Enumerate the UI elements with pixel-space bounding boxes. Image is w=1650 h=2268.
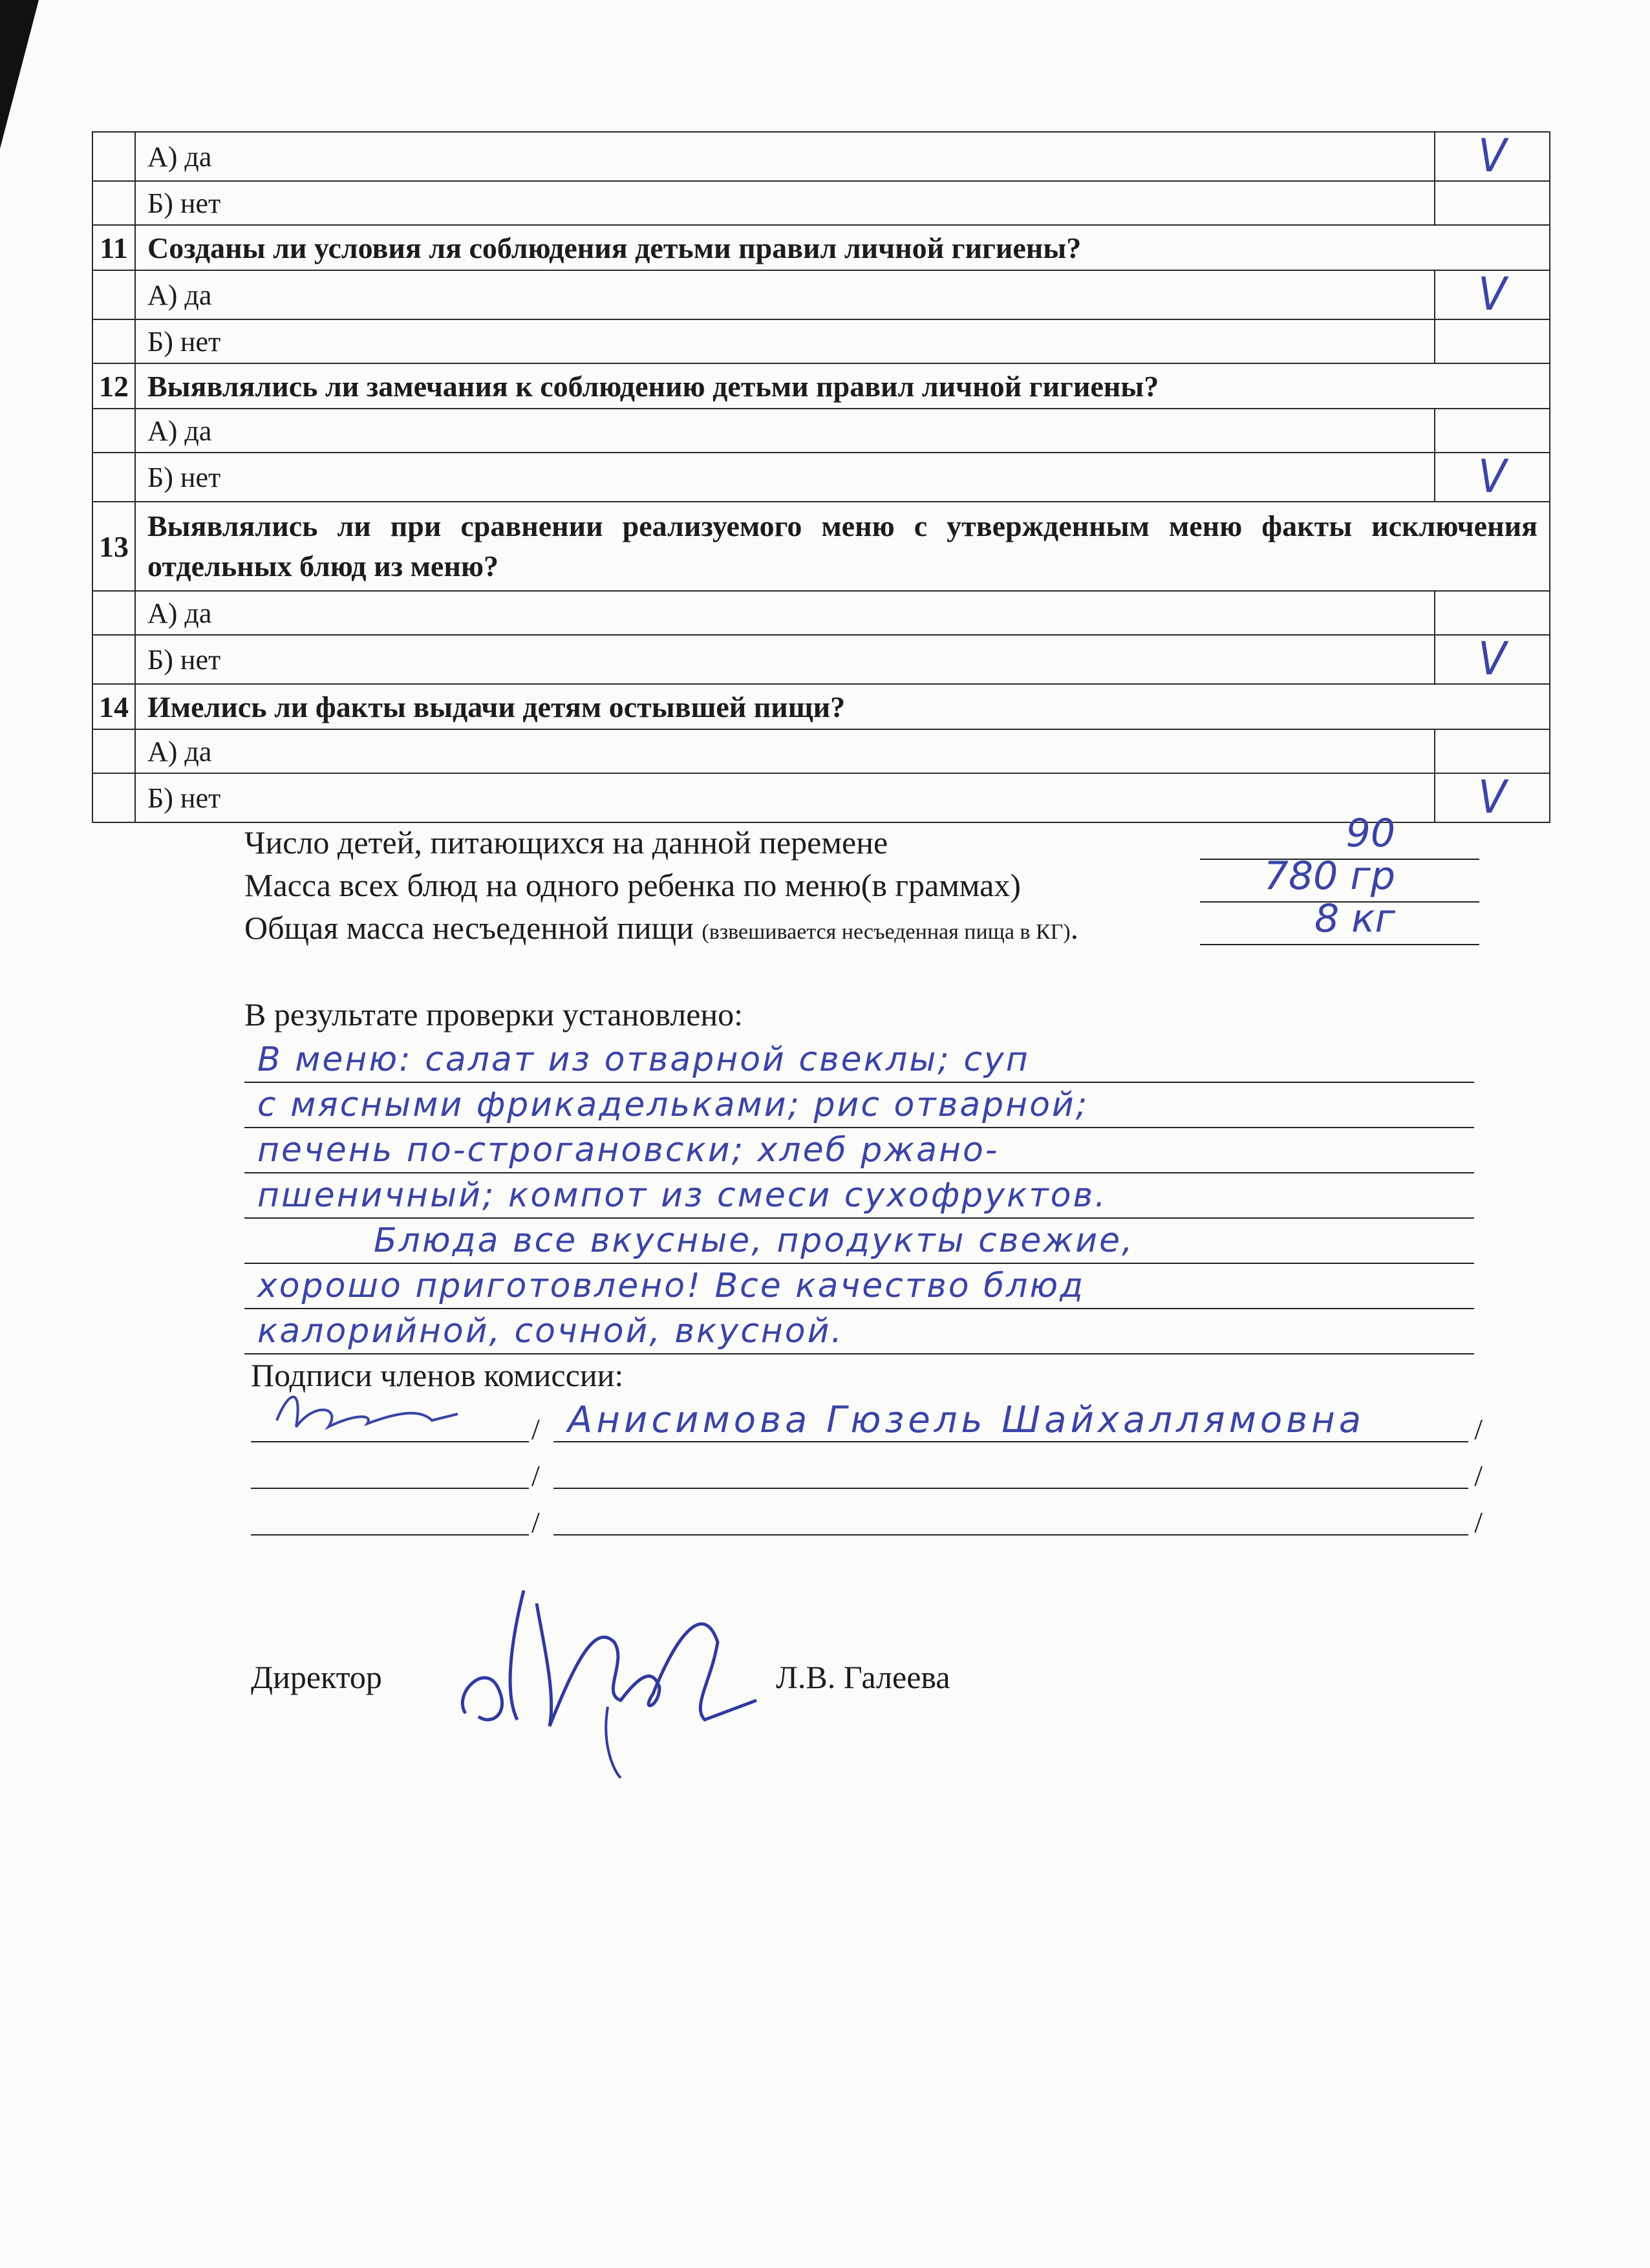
answer-row [92,729,1550,773]
member-name-1: Анисимова Гюзель Шайхаллямовна [568,1399,1366,1441]
answer-option: Б) нет [135,319,1435,363]
answer-option: А) да [135,591,1435,635]
checkmark-icon: V [1478,132,1506,181]
question-text: Созданы ли условия ля соблюдения детьми правил личной гигиены? [135,225,1550,270]
checkmark-icon: V [1478,635,1506,684]
question-row [92,363,1550,409]
slash-1: / [531,1413,540,1446]
answer-row [92,409,1550,453]
result-line [244,1173,1474,1219]
question-row [92,684,1550,729]
answer-mark-cell [1435,591,1550,635]
answer-row [92,181,1550,225]
signatures-title: Подписи членов комиссии: [251,1357,624,1393]
answer-option: А) да [135,270,1435,319]
signature-rows [251,1400,1483,1539]
answer-row [92,773,1550,822]
stats-section [244,811,1479,949]
signature-row [251,1446,1483,1493]
answer-row [92,591,1550,635]
result-line [244,1038,1474,1083]
question-number [92,729,135,773]
answer-mark-cell [1435,132,1550,181]
answer-mark-cell [1435,181,1550,225]
member-signature-1 [264,1375,477,1446]
signature-line [251,1534,529,1535]
question-text: Имелись ли факты выдачи детям остывшей пищи? [135,684,1550,729]
stat-mass [244,853,1479,906]
result-lines [244,1038,1474,1354]
answer-mark-cell [1435,270,1550,319]
stat-waste-label-wrap: Общая масса несъеденной пищи (взвешивается несъеденная пища в КГ). [244,910,1079,946]
result-line-text: пшеничный; компот из смеси сухофруктов. [257,1176,1108,1215]
answer-mark-cell [1435,773,1550,822]
answer-mark-cell [1435,635,1550,684]
question-text: Выявлялись ли замечания к соблюдению детьми правил личной гигиены? [135,363,1550,409]
answer-option: А) да [135,132,1435,181]
question-number: 11 [92,225,135,270]
question-row [92,502,1550,591]
director-name: Л.В. Галеева [776,1659,950,1695]
stat-mass-label: Масса всех блюд на одного ребенка по меню(в граммах) [244,867,1021,903]
question-number [92,319,135,363]
slash-1: / [531,1506,540,1539]
question-text: Выявлялись ли при сравнении реализуемого меню с утвержденным меню факты исключения отдельных блюд из меню? [135,502,1550,591]
question-number [92,635,135,684]
slash-2: / [1474,1459,1483,1492]
answer-option: А) да [135,729,1435,773]
result-title: В результате проверки установлено: [244,996,744,1032]
checkmark-icon: V [1478,270,1506,319]
stat-mass-value: 780 гр [1263,853,1395,899]
question-number [92,181,135,225]
result-line-text: печень по-строгановски; хлеб ржано- [257,1131,1000,1170]
question-number: 14 [92,684,135,729]
stat-waste-note: (взвешивается несъеденная пища в КГ) [702,920,1071,944]
signature-line [251,1488,529,1489]
answer-row [92,453,1550,502]
name-line [553,1441,1468,1442]
name-line [553,1488,1468,1489]
stat-waste-line [1200,944,1479,945]
questionnaire-table [92,131,1550,823]
question-number [92,591,135,635]
result-line-text: калорийной, сочной, вкусной. [257,1312,844,1351]
question-number [92,270,135,319]
answer-option: Б) нет [135,453,1435,502]
question-row [92,225,1550,270]
answer-row [92,635,1550,684]
answer-mark-cell [1435,453,1550,502]
signature-row [251,1493,1483,1539]
question-number: 12 [92,363,135,409]
answer-mark-cell [1435,319,1550,363]
answer-option: Б) нет [135,773,1435,822]
result-line [244,1219,1474,1264]
result-line-text: хорошо приготовлено! Все качество блюд [257,1267,1086,1305]
question-number [92,409,135,453]
answer-mark-cell [1435,729,1550,773]
result-line-text: с мясными фрикадельками; рис отварной; [257,1086,1089,1124]
answer-row [92,319,1550,363]
stat-waste-label: Общая масса несъеденной пищи [244,910,694,946]
result-line-text: В меню: салат из отварной свеклы; суп [257,1040,1030,1079]
slash-1: / [531,1459,540,1492]
answer-option: Б) нет [135,635,1435,684]
result-line-text: Блюда все вкусные, продукты свежие, [374,1221,1135,1260]
checkmark-icon: V [1478,453,1506,502]
answer-option: Б) нет [135,181,1435,225]
question-number: 13 [92,502,135,591]
slash-2: / [1474,1506,1483,1539]
director-signature [446,1565,782,1784]
scan-corner [0,0,39,149]
answer-mark-cell [1435,409,1550,453]
answer-row [92,132,1550,181]
slash-2: / [1474,1413,1483,1446]
result-line [244,1309,1474,1354]
stat-children-value: 90 [1345,811,1395,856]
question-number [92,773,135,822]
stat-waste-value: 8 кг [1314,896,1395,941]
result-line [244,1083,1474,1128]
answer-row [92,270,1550,319]
stat-children-label: Число детей, питающихся на данной перемене [244,824,888,861]
question-number [92,453,135,502]
answer-option: А) да [135,409,1435,453]
result-line [244,1264,1474,1309]
director-label: Директор [251,1659,382,1695]
question-number [92,132,135,181]
signature-row [251,1400,1483,1446]
checkmark-icon: V [1478,773,1506,822]
name-line [553,1534,1468,1535]
stat-waste [244,896,1479,949]
result-line [244,1128,1474,1173]
